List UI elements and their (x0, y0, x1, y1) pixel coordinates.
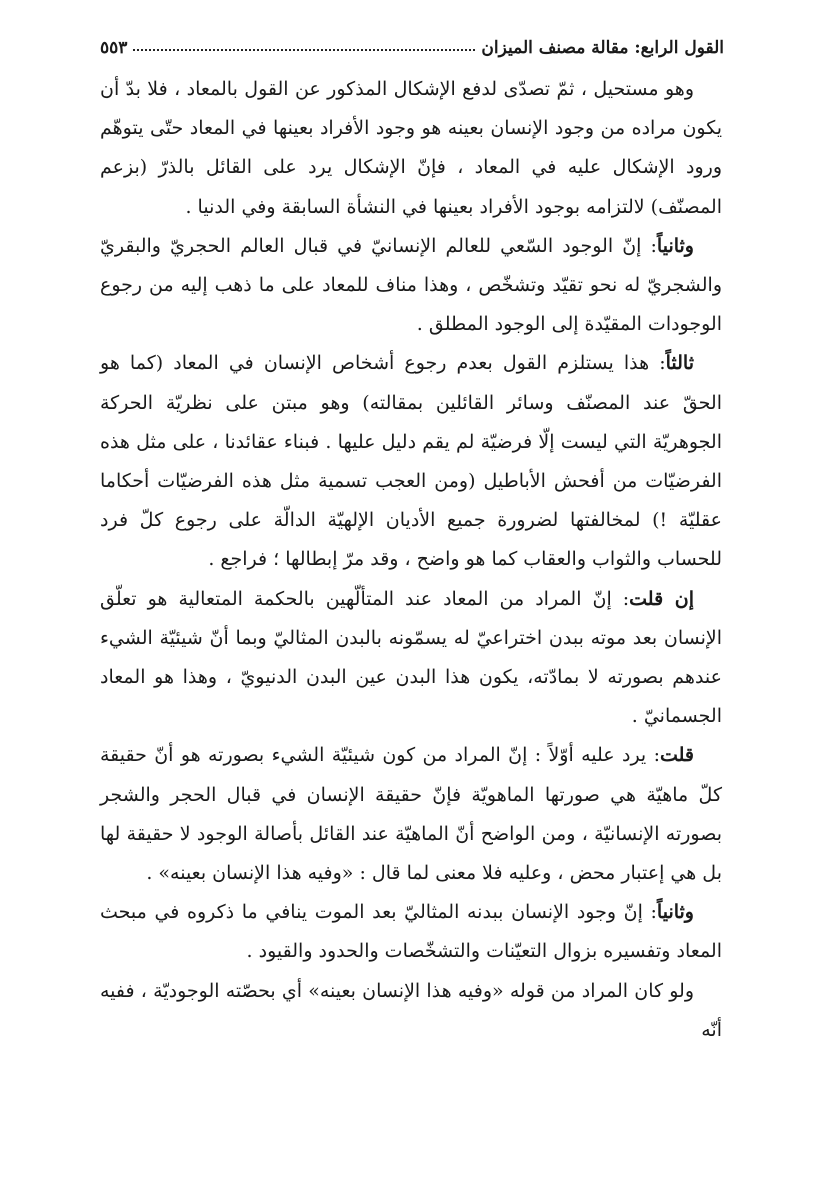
header-dot-leader (133, 49, 475, 51)
paragraph-4-lead: إن قلت (629, 587, 694, 610)
paragraph-4-text: : إنّ المراد من المعاد عند المتألّهين بالحكمة المتعالية هو تعلّق الإنسان بعد موته ببدن اختراعيّ له يسمّونه بالبدن المثاليّ وبما أنّ شيئيّة الشيء عندهم بصورته لا بمادّته، يكون هذا البدن عين البدن الدنيويّ ، وهذا هو المعاد الجسمانيّ . (100, 587, 722, 728)
paragraph-4 (100, 580, 722, 737)
running-header (100, 30, 724, 58)
paragraph-6-lead: وثانياً (656, 901, 694, 924)
paragraph-1-text: وهو مستحيل ، ثمّ تصدّى لدفع الإشكال المذكور عن القول بالمعاد ، فلا بدّ أن يكون مراده من وجود الإنسان بعينه هو وجود الأفراد بعينها في المعاد حتّى يتوهّم ورود الإشكال عليه في المعاد ، فإنّ الإشكال يرد على القائل بالذرّ (بزعم المصنّف) لالتزامه بوجود الأفراد بعينها في النشأة السابقة وفي الدنيا . (100, 78, 722, 218)
paragraph-1 (100, 70, 722, 227)
paragraph-3 (100, 344, 722, 579)
paragraph-2-text: : إنّ الوجود السّعي للعالم الإنسانيّ في قبال العالم الحجريّ والبقريّ والشجريّ له نحو تقيّد وتشخّص ، وهذا مناف للمعاد على ما ذهب إليه من رجوع الوجودات المقيّدة إلى الوجود المطلق . (100, 234, 722, 336)
running-header-title: القول الرابع: مقالة مصنف الميزان (481, 38, 724, 58)
paragraph-5 (100, 736, 722, 893)
paragraph-6-text: : إنّ وجود الإنسان ببدنه المثاليّ بعد الموت ينافي ما ذكروه في مبحث المعاد وتفسيره بزوال التعيّنات والتشخّصات والحدود والقيود . (100, 901, 722, 963)
paragraph-3-text: : هذا يستلزم القول بعدم رجوع أشخاص الإنسان في المعاد (كما هو الحقّ عند المصنّف وسائر القائلين بمقالته) وهو مبتن على نظريّة الحركة الجوهريّة التي ليست إلّا فرضيّة لم يقم دليل عليها . فبناء عقائدنا ، على مثل هذه الفرضيّات من أفحش الأباطيل (ومن العجب تسمية مثل هذه الفرضيّات أحكاما عقليّة !) لمخالفتها لضرورة جميع الأديان الإلهيّة الدالّة على رجوع كلّ فرد للحساب والثواب والعقاب كما هو واضح ، وقد مرّ إبطالها ؛ فراجع . (100, 352, 722, 571)
paragraph-7-text: ولو كان المراد من قوله «وفيه هذا الإنسان بعينه» أي بحصّته الوجوديّة ، ففيه أنّه (100, 979, 722, 1041)
paragraph-5-lead: قلت (659, 744, 694, 767)
paragraph-6 (100, 893, 722, 971)
paragraph-2-lead: وثانياً (656, 234, 694, 257)
paragraph-5-text: : يرد عليه أوّلاً : إنّ المراد من كون شيئيّة الشيء بصورته هو أنّ حقيقة كلّ ماهيّة هي صورتها الماهويّة فإنّ حقيقة الإنسان في قبال الحجر والشجر بصورته الإنسانيّة ، ومن الواضح أنّ الماهيّة عند القائل بأصالة الوجود لا حقيقة لها بل هي إعتبار محض ، وعليه فلا معنى لما قال : «وفيه هذا الإنسان بعينه» . (100, 744, 722, 885)
body-text (100, 70, 722, 1050)
page-number: ٥٥٣ (100, 38, 128, 58)
paragraph-3-lead: ثالثاً (665, 352, 694, 375)
paragraph-2 (100, 227, 722, 345)
paragraph-7 (100, 972, 722, 1050)
